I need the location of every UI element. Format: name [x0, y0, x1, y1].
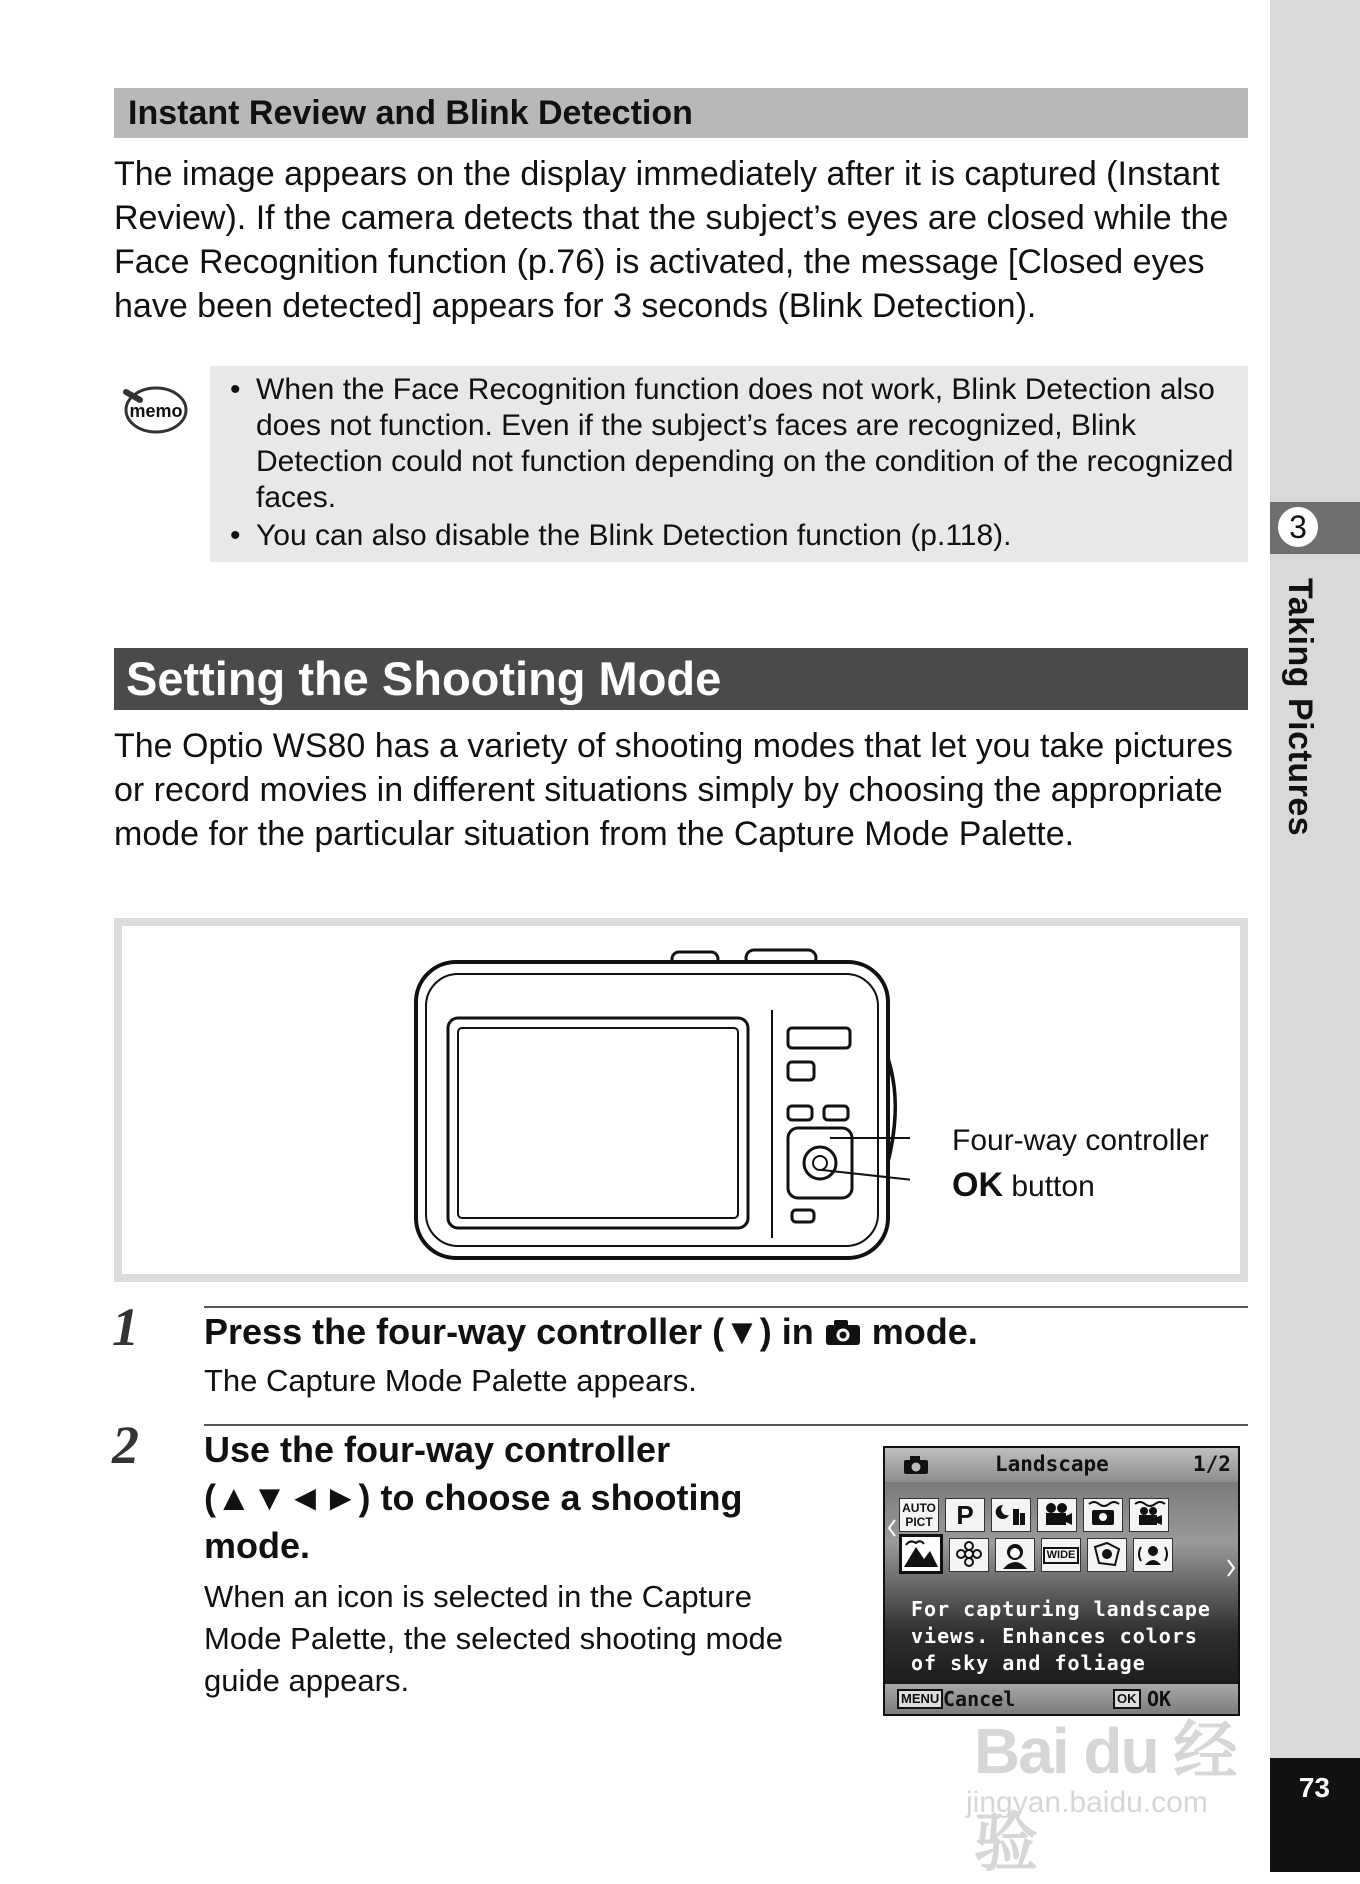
lcd-page-indicator: 1/2	[1193, 1452, 1231, 1476]
mode-landscape-selected[interactable]	[899, 1534, 943, 1574]
palette-right-arrow-icon[interactable]	[1226, 1558, 1236, 1578]
main-paragraph: The Optio WS80 has a variety of shooting modes that let you take pictures or record movies in different situations simply by choosing the appropriate mode for the particular situation from the Capture Mode Palette.	[114, 727, 1233, 853]
menu-key[interactable]: MENU	[897, 1689, 943, 1709]
zoom-lever	[788, 1028, 850, 1048]
page-number: 73	[1298, 1772, 1330, 1803]
step-2-number: 2	[112, 1415, 139, 1475]
mode-portrait[interactable]	[995, 1538, 1035, 1572]
mode-night-scene[interactable]	[991, 1498, 1031, 1532]
mode-wide[interactable]	[1041, 1538, 1081, 1572]
lcd-mode-title: Landscape	[995, 1452, 1109, 1476]
ok-key[interactable]: OK	[1113, 1689, 1141, 1709]
watermark-main: Bai du 经验	[974, 1715, 1236, 1879]
callout-ok-button	[952, 1166, 1095, 1205]
callout-four-way-controller: Four-way controller	[952, 1124, 1209, 1157]
filter-icon	[1089, 1539, 1125, 1569]
night-scene-icon	[993, 1499, 1029, 1529]
landscape-icon	[902, 1537, 940, 1571]
step-2-title-line-2: (▲▼◄►) to choose a shooting	[204, 1477, 743, 1518]
watermark-sub: jingyan.baidu.com	[966, 1786, 1208, 1819]
mode-underwater[interactable]	[1083, 1498, 1123, 1532]
step-1-number: 1	[112, 1297, 139, 1357]
step-2-text-line-3: guide appears.	[204, 1663, 410, 1698]
capture-mode-palette-screen	[883, 1446, 1240, 1716]
mode-digital-filter[interactable]	[1087, 1538, 1127, 1572]
section-heading: Instant Review and Blink Detection	[114, 88, 1248, 138]
callout-ok-rest: button	[1011, 1170, 1095, 1203]
playback-button	[788, 1062, 814, 1080]
memo-icon-label: memo	[129, 401, 183, 421]
mode-description-line: of sky and foliage	[911, 1651, 1146, 1675]
underwater-icon	[1085, 1499, 1121, 1529]
flower-icon	[951, 1539, 987, 1569]
memo-box	[210, 366, 1248, 562]
step-2-text-line-2: Mode Palette, the selected shooting mode	[204, 1621, 784, 1656]
chapter-number: 3	[1275, 504, 1321, 550]
step-2-text-line-1: When an icon is selected in the Capture	[204, 1579, 752, 1614]
side-strip	[1270, 0, 1360, 1872]
mode-description	[911, 1596, 1211, 1677]
wide-label: WIDE	[1043, 1547, 1080, 1564]
step-1-text: The Capture Mode Palette appears.	[204, 1363, 697, 1398]
mode-kids[interactable]	[1133, 1538, 1173, 1572]
mode-description-line: views. Enhances colors	[911, 1624, 1198, 1648]
mode-program[interactable]: P	[945, 1498, 985, 1532]
auto-pict-label-2: PICT	[905, 1515, 933, 1529]
memo-bullet: • You can also disable the Blink Detection function (p.118).	[228, 518, 1238, 554]
step-1-title-after: mode.	[871, 1311, 978, 1352]
step-1-title-before: Press the four-way controller (▼) in	[204, 1311, 814, 1352]
underwater-movie-icon	[1131, 1499, 1167, 1529]
memo-icon	[118, 378, 188, 438]
mode-movie[interactable]	[1037, 1498, 1077, 1532]
chapter-title: Taking Pictures	[1281, 578, 1319, 837]
lcd-title-bar	[885, 1448, 1238, 1482]
mode-auto-picture[interactable]	[899, 1498, 939, 1532]
memo-bullet: • When the Face Recognition function does not work, Blink Detection also does not function. Even if the subject’s faces are recognized, Blink Detection could not function depending on the condition of the recognized faces.	[228, 372, 1238, 516]
step-2-title-line-3: mode.	[204, 1525, 311, 1566]
camera-illustration	[410, 948, 910, 1260]
lcd-camera-icon	[903, 1455, 929, 1475]
mode-description-line: For capturing landscape	[911, 1597, 1211, 1621]
mode-flower[interactable]	[949, 1538, 989, 1572]
callout-ok-bold: OK	[952, 1166, 1003, 1204]
step-1-title	[204, 1308, 978, 1356]
mode-underwater-movie[interactable]	[1129, 1498, 1169, 1532]
cancel-label[interactable]: Cancel	[943, 1687, 1016, 1711]
step-2-title-line-1: Use the four-way controller	[204, 1429, 671, 1470]
auto-pict-label-1: AUTO	[902, 1501, 936, 1515]
movie-icon	[1039, 1499, 1075, 1529]
kids-sound-icon	[1135, 1539, 1171, 1569]
palette-left-arrow-icon[interactable]	[887, 1518, 897, 1538]
ok-label[interactable]: OK	[1147, 1687, 1172, 1711]
intro-paragraph: The image appears on the display immediately after it is captured (Instant Review). If the camera detects that the subject’s eyes are closed while the Face Recognition function (p.76) is activated, the message [Closed eyes have been detected] appears for 3 seconds (Blink Detection).	[114, 155, 1229, 325]
baidu-watermark	[966, 1700, 1266, 1879]
main-heading: Setting the Shooting Mode	[114, 648, 1248, 710]
portrait-icon	[997, 1539, 1033, 1569]
camera-mode-icon	[824, 1317, 862, 1347]
